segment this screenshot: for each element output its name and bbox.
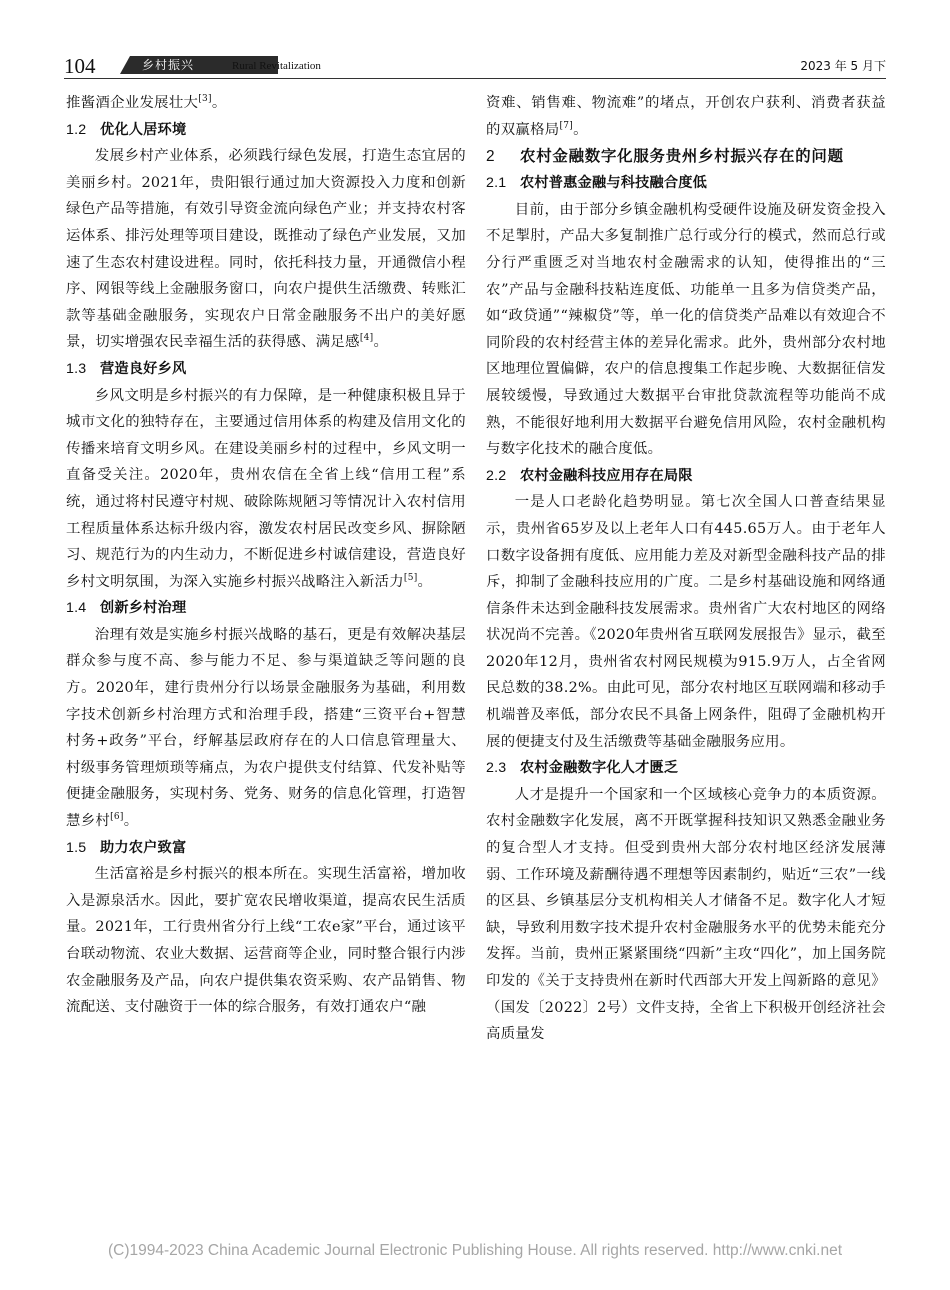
section-title: 优化人居环境: [100, 121, 187, 138]
section-heading-1-3: [66, 356, 466, 383]
section-number: 2.2: [486, 467, 507, 484]
section-heading-1-2: [66, 117, 466, 144]
journal-name-cn: 乡村振兴: [142, 58, 195, 72]
paragraph-text: 发展乡村产业体系，必须践行绿色发展，打造生态宜居的美丽乡村。2021年，贵阳银行通过加大资源投入力度和创新绿色产品等措施，有效引导资金流向绿色产业；并支持农村客运体系、排污处理等项目建设，既推动了绿色产业发展，又加速了生态农村建设进程。同时，依托科技力量，开通微信小程序、网银等线上金融服务窗口，向农户提供生活缴费、转账汇款等基础金融服务，实现农户日常金融服务不出户的美好愿景，切实增强农民幸福生活的获得感、满足感: [66, 148, 466, 351]
citation-ref[interactable]: [7]: [559, 120, 574, 131]
page-number: 104: [64, 54, 96, 78]
left-column: [66, 90, 466, 1021]
citation-ref[interactable]: [6]: [110, 812, 124, 823]
paragraph-text: 推酱酒企业发展壮大: [66, 95, 199, 111]
citation-ref[interactable]: [3]: [198, 94, 212, 105]
section-heading-2: [486, 143, 886, 170]
section-heading-1-5: [66, 835, 466, 862]
section-heading-2-1: [486, 170, 886, 197]
paragraph: 一是人口老龄化趋势明显。第七次全国人口普查结果显示，贵州省65岁及以上老年人口有445.65万人。由于老年人口数字设备拥有度低、应用能力差及对新型金融科技产品的排斥，抑制了金融科技应用的广度。二是乡村基础设施和网络通信条件未达到金融科技发展需求。贵州省广大农村地区的网络状况尚不完善。《2020年贵州省互联网发展报告》显示，截至2020年12月，贵州省农村网民规模为915.9万人，占全省网民总数的38.2%。由此可见，部分农村地区互联网端和移动手机端普及率低，部分农民不具备上网条件，阻碍了金融机构开展的便捷支付及生活缴费等基础金融服务应用。: [486, 494, 886, 750]
section-title: 农村金融科技应用存在局限: [520, 467, 693, 484]
paragraph-text: 资难、销售难、物流难”的堵点，开创农户获利、消费者获益的双赢格局: [486, 95, 886, 138]
copyright-footer: (C)1994-2023 China Academic Journal Electronic Publishing House. All rights reserved. http://www.cnki.net: [107, 1242, 843, 1259]
section-title: 助力农户致富: [100, 839, 187, 856]
section-number: 1.4: [66, 600, 87, 617]
paragraph-text: 治理有效是实施乡村振兴战略的基石，更是有效解决基层群众参与度不高、参与能力不足、参与渠道缺乏等问题的良方。2020年，建行贵州分行以场景金融服务为基础，利用数字技术创新乡村治理方式和治理手段，搭建“三资平台+智慧村务+政务”平台，纾解基层政府存在的人口信息管理量大、村级事务管理烦琐等痛点，为农户提供支付结算、代发补贴等便捷金融服务，实现村务、党务、财务的信息化管理，打造智慧乡村: [66, 626, 466, 830]
section-heading-2-3: [486, 755, 886, 782]
issue-date: 2023 年 5 月下: [800, 59, 886, 73]
section-title: 农村金融数字化人才匮乏: [520, 760, 679, 777]
section-number: 2.1: [486, 175, 507, 192]
right-column: [486, 90, 886, 1048]
paragraph: [66, 383, 466, 596]
section-number: 1.3: [66, 360, 87, 377]
section-heading-1-4: [66, 595, 466, 622]
paragraph: [66, 143, 466, 356]
paragraph: [66, 622, 466, 835]
section-number: 2.3: [486, 760, 507, 777]
paragraph-end: 。: [123, 813, 139, 830]
paragraph-end: 。: [211, 95, 227, 111]
section-number: 1.5: [66, 839, 87, 856]
paragraph-end: 。: [573, 121, 588, 138]
section-title: 营造良好乡风: [100, 360, 187, 377]
paragraph: 生活富裕是乡村振兴的根本所在。实现生活富裕，增加收入是源泉活水。因此，要扩宽农民增收渠道，提高农民生活质量。2021年，工行贵州省分行上线“工农e家”平台，通过该平台联动物流、农业大数据、运营商等企业，同时整合银行内涉农金融服务及产品，向农户提供集农资采购、农产品销售、物流配送、支付融资于一体的综合服务，有效打通农户“融: [66, 866, 466, 1016]
page-header: [64, 54, 886, 78]
section-number: 2: [486, 148, 496, 166]
journal-name-en: Rural Revitalization: [232, 60, 321, 72]
paragraph: [486, 90, 886, 143]
section-title: 农村金融数字化服务贵州乡村振兴存在的问题: [520, 147, 844, 166]
paragraph-text: 乡风文明是乡村振兴的有力保障，是一种健康积极且异于城市文化的独特存在，主要通过信用体系的构建及信用文化的传播来培育文明乡风。在建设美丽乡村的过程中，乡风文明一直备受关注。2020年，贵州农信在全省上线“信用工程”系统，通过将村民遵守村规、破除陈规陋习等情况计入农村信用工程质量体系达标升级内容，激发农村居民改变乡风、摒除陋习、规范行为的内生动力，不断促进乡村诚信建设，营造良好乡村文明氛围，为深入实施乡村振兴战略注入新活力: [66, 387, 466, 590]
citation-ref[interactable]: [5]: [403, 572, 418, 583]
paragraph: [66, 90, 466, 117]
section-number: 1.2: [66, 121, 87, 138]
paragraph: 人才是提升一个国家和一个区域核心竞争力的本质资源。农村金融数字化发展，离不开既掌握科技知识又熟悉金融业务的复合型人才支持。但受到贵州大部分农村地区经济发展薄弱、工作环境及薪酬待遇不理想等因素制约，贴近“三农”一线的区县、乡镇基层分支机构相关人才储备不足。数字化人才短缺，导致利用数字技术提升农村金融服务水平的优势未能充分发挥。当前，贵州正紧紧围绕“四新”主攻“四化”，加上国务院印发的《关于支持贵州在新时代西部大开发上闯新路的意见》（国发〔2022〕2号）文件支持，全省上下积极开创经济社会高质量发: [486, 786, 886, 1043]
paragraph-end: 。: [373, 334, 389, 351]
paragraph: 目前，由于部分乡镇金融机构受硬件设施及研发资金投入不足掣肘，产品大多复制推广总行或分行的模式，然而总行或分行严重匮乏对当地农村金融需求的认知，使得推出的“三农”产品与金融科技粘连度低、功能单一且多为信贷类产品，如“政贷通”“辣椒贷”等，单一化的信贷类产品难以有效迎合不同阶段的农村经营主体的差异化需求。此外，贵州部分农村地区地理位置偏僻，农户的信息搜集工作起步晚、大数据征信发展较缓慢，导致通过大数据平台审批贷款流程等功能尚不成熟，不能很好地利用大数据平台避免信用风险，农村金融机构与数字化技术的融合度低。: [486, 201, 886, 458]
paragraph-end: 。: [417, 573, 433, 590]
section-title: 农村普惠金融与科技融合度低: [520, 175, 708, 192]
citation-ref[interactable]: [4]: [359, 333, 374, 344]
section-title: 创新乡村治理: [100, 600, 187, 617]
section-heading-2-2: [486, 463, 886, 490]
header-divider: [64, 78, 886, 79]
